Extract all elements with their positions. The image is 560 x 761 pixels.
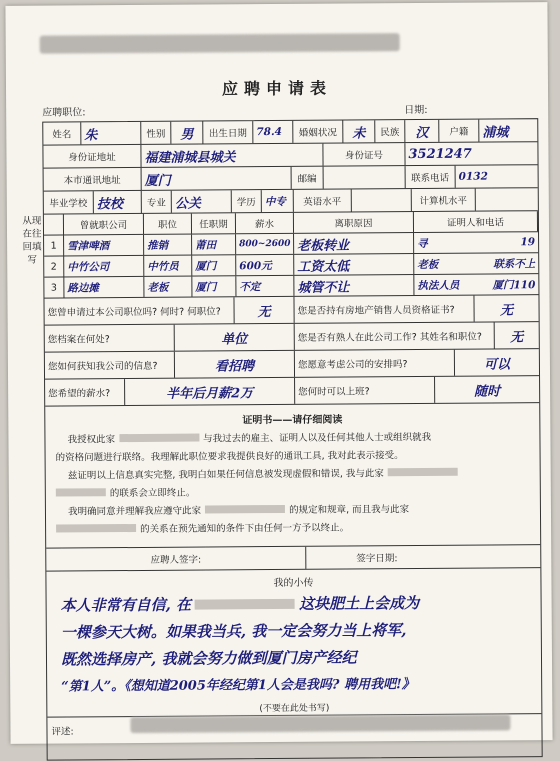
work-reference-phone: 19 [520,236,536,249]
bio-note: (不要在此处书写) [259,703,330,715]
q8-label: 您何时可以上班? [295,377,435,404]
work-reference-phone: 联系不上 [493,257,536,271]
computer-value [476,188,538,210]
q6-label: 您愿意考虑公司的安排吗? [295,350,455,377]
q1-value: 无 [234,297,294,323]
bio-line-3: 既然选择房产, 我就会努力做到厦门房产经纪 [60,648,357,669]
work-reference-phone: 厦门110 [492,278,536,292]
gender-label: 性别 [141,122,171,144]
work-company: 路边摊 [64,277,144,298]
work-position: 老板 [144,277,192,297]
id-address-label: 身份证地址 [43,145,141,168]
q2-label: 您是否持有房地产销售人员资格证书? [294,296,474,323]
work-salary: 600元 [236,255,294,275]
certificate-p3c [56,518,530,539]
sign-date-label: 签字日期: [356,553,398,565]
q5-value: 看招聘 [175,351,295,378]
redacted-header [40,33,400,54]
certificate-p2a-text: 兹证明以上信息真实完整, 我明白如果任何信息被发现虚假和错误, 我与此家 [67,468,384,482]
work-salary: 800~2600 [236,234,294,254]
marital-label: 婚姻状况 [293,121,343,143]
gender-value: 男 [171,122,203,144]
postcode-label: 邮编 [292,167,324,189]
basic-row-3 [44,165,538,191]
applicant-sign-label: 应聘人签字: [46,547,306,571]
local-address-label: 本市通讯地址 [44,168,142,191]
q7-value: 半年后月薪2万 [125,378,295,405]
work-position: 推销 [144,235,192,255]
bio-line-1 [61,589,527,619]
redacted-company [205,505,285,514]
work-reference-cell [414,274,538,295]
bio-line-2: 一棵参天大树。如果我当兵, 我一定会努力当上将军, [60,621,407,642]
certificate-p3b-text: 的规定和规章, 而且我与此家 [289,504,410,516]
major-label: 专业 [142,191,172,213]
work-reference: 老板 [417,258,439,271]
local-address-value: 厦门 [142,167,292,190]
date-label: 日期: [404,104,428,117]
work-side-label: 从现在往回填写 [22,215,42,266]
work-company: 中竹公司 [64,256,144,277]
q1-label: 您曾申请过本公司职位吗? 何时? 何职位? [44,297,234,324]
english-label: 英语水平 [294,189,352,211]
redacted-company [119,434,199,443]
certificate-text [55,428,530,539]
redacted-company [56,524,136,533]
question-row-1 [44,295,538,325]
english-value [352,189,412,211]
work-position: 中竹员 [144,256,192,276]
form-title: 应聘申请表 [221,78,333,99]
question-row-4 [45,376,539,406]
q4-value: 无 [510,329,524,345]
ethnicity-value: 汉 [405,120,439,142]
work-reason: 老板转业 [294,233,414,254]
work-header-salary: 薪水 [236,213,294,233]
signature-row [46,545,540,571]
work-salary: 不定 [236,276,294,296]
q5-label: 您如何获知我公司的信息? [45,352,175,379]
work-reason: 城管不让 [294,275,414,296]
computer-label: 计算机水平 [412,189,476,211]
review-label: 评述: [51,726,74,738]
bio-line-4: “第1人”。《想知道2005年经纪第1人会是我吗? 聘用我吧!》 [61,677,415,695]
work-reason: 工资太低 [294,254,414,275]
certificate-p2b-text: 的联系会立即终止。 [109,487,196,500]
id-number-value: 3521247 [408,146,472,162]
bio-text [61,589,528,700]
work-no-header [44,214,64,234]
school-value: 技校 [94,191,142,213]
certificate-p1c: 的资格问题进行联络。我理解此职位要求我提供良好的通讯工具, 我对此表示接受。 [55,450,404,464]
work-period: 莆田 [192,234,236,254]
work-header-reference: 证明人和电话 [414,211,538,232]
name-label: 姓名 [43,122,81,144]
work-row-no: 3 [44,277,64,297]
q6-value: 可以 [483,356,510,373]
bio-section [46,568,541,717]
q2-value: 无 [500,302,514,318]
phone-label: 联系电话 [406,166,456,188]
work-company: 雪津啤酒 [64,235,144,256]
q7-label: 您希望的薪水? [45,379,125,406]
bio-line-1b: 这块肥土上会成为 [299,594,420,613]
school-label: 毕业学校 [44,191,94,213]
work-period: 厦门 [192,255,236,275]
hukou-value: 浦城 [482,124,509,141]
basic-row-2 [43,142,537,168]
work-header-period: 任职期 [192,213,236,233]
degree-label: 学历 [232,190,262,212]
q8-value: 随时 [474,383,501,400]
major-value: 公关 [172,190,232,212]
postcode-value [324,166,406,189]
marital-value: 未 [343,120,375,142]
certificate-section [45,403,540,548]
position-label: 应聘职位: [42,107,86,119]
work-period: 厦门 [192,276,236,296]
redacted-footer [130,714,510,733]
application-form [5,2,552,744]
work-header-company: 曾就职公司 [64,214,144,235]
work-header-position: 职位 [144,214,192,234]
work-header-reason: 离职原因 [294,212,414,233]
work-reference-cell [414,253,538,274]
id-address-value: 福建浦城县城关 [141,144,323,167]
form-grid [22,118,542,760]
certificate-p3a-text: 我明确同意并理解我应遵守此家 [68,505,202,518]
work-row-no: 1 [44,235,64,255]
question-row-3 [45,349,539,379]
redacted-company [56,488,106,496]
birth-value: 78.4 [253,121,293,143]
certificate-p1b: 与我过去的雇主、证明人以及任何其他人士或组织就我 [203,431,432,445]
hukou-label: 户籍 [439,120,479,142]
question-row-2 [45,322,539,352]
redacted-company [388,468,458,476]
bio-line-1a: 本人非常有自信, 在 [60,595,192,615]
work-reference: 寻 [417,237,428,250]
bio-heading: 我的小传 [273,577,314,590]
q3-value: 单位 [175,324,295,351]
q4-label: 您是否有熟人在此公司工作? 其姓名和职位? [295,322,495,349]
certificate-p1a: 我授权此家 [67,434,116,446]
certificate-heading: 证明书——请仔细阅读 [242,414,343,427]
birth-label: 出生日期 [203,121,253,143]
id-number-label: 身份证号 [323,143,405,166]
degree-value: 中专 [262,190,294,212]
phone-value: 0132 [458,170,488,183]
work-reference: 执法人员 [417,279,460,292]
q3-label: 您档案在何处? [45,325,175,352]
certificate-p3c-text: 的关系在预先通知的条件下由任何一方予以终止。 [140,522,350,535]
ethnicity-label: 民族 [375,120,405,142]
redacted-city [195,599,295,610]
work-row-no: 2 [44,256,64,276]
basic-row-4 [44,188,538,214]
basic-row-1 [43,119,537,145]
work-reference-cell [414,232,538,253]
name-value: 朱 [81,122,141,144]
